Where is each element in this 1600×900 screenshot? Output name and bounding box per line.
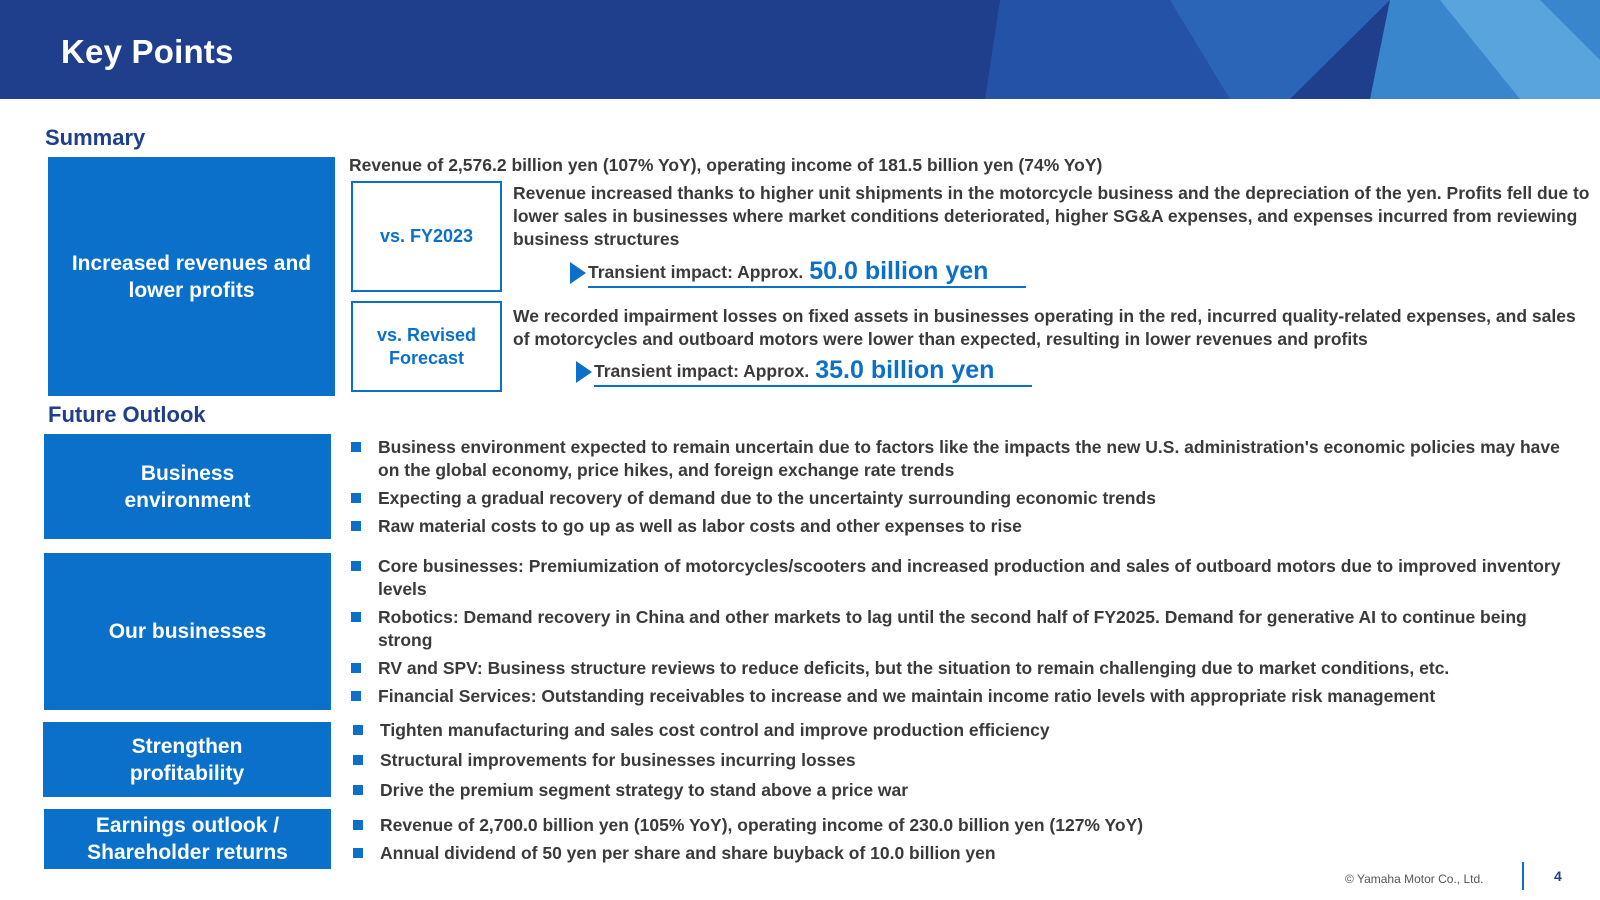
square-bullet-icon — [353, 820, 363, 830]
square-bullet-icon — [353, 755, 363, 765]
summary-main-box: Increased revenues and lower profits — [48, 157, 335, 396]
square-bullet-icon — [351, 561, 361, 571]
list-item: Core businesses: Premiumization of motorcycles/scooters and increased production and sales of outboard motors due to improved inventory levels — [351, 555, 1586, 601]
page-title: Key Points — [61, 33, 234, 70]
footer-divider — [1522, 862, 1524, 890]
square-bullet-icon — [351, 612, 361, 622]
copyright-text: © Yamaha Motor Co., Ltd. — [1345, 872, 1484, 886]
triangle-pointer-icon — [576, 361, 592, 383]
impact-value: 35.0 billion yen — [815, 356, 995, 384]
list-item: Revenue of 2,700.0 billion yen (105% YoY), operating income of 230.0 billion yen (127% YoY) — [353, 814, 1588, 837]
impact-fy2023 — [588, 254, 1026, 288]
outlook-label-business-environment: Business environment — [44, 434, 331, 539]
square-bullet-icon — [351, 663, 361, 673]
impact-value: 50.0 billion yen — [809, 257, 989, 285]
outlook-title: Future Outlook — [48, 402, 206, 427]
outlook-label-strengthen-profitability: Strengthen profitability — [43, 722, 331, 797]
list-item: Raw material costs to go up as well as labor costs and other expenses to rise — [351, 515, 1586, 538]
list-item: Annual dividend of 50 yen per share and share buyback of 10.0 billion yen — [353, 842, 1588, 865]
square-bullet-icon — [353, 785, 363, 795]
square-bullet-icon — [351, 521, 361, 531]
square-bullet-icon — [351, 493, 361, 503]
list-item: Expecting a gradual recovery of demand due to the uncertainty surrounding economic trends — [351, 487, 1586, 510]
impact-revised — [594, 353, 1032, 387]
square-bullet-icon — [351, 691, 361, 701]
business-environment-list — [351, 436, 1586, 538]
triangle-pointer-icon — [570, 262, 586, 284]
list-item: Drive the premium segment strategy to stand above a price war — [353, 779, 1588, 802]
our-businesses-list — [351, 555, 1586, 708]
square-bullet-icon — [353, 725, 363, 735]
outlook-label-earnings-outlook: Earnings outlook / Shareholder returns — [44, 809, 331, 869]
earnings-outlook-list — [353, 814, 1588, 865]
list-item: Robotics: Demand recovery in China and other markets to lag until the second half of FY2025. Demand for generative AI to continue being strong — [351, 606, 1586, 652]
comparison-label-fy2023: vs. FY2023 — [351, 181, 502, 292]
comparison-text-revised: We recorded impairment losses on fixed assets in businesses operating in the red, incurred quality-related expenses, and sales of motorcycles and outboard motors were lower than expected, resulting in lower revenues and profits — [513, 306, 1576, 349]
impact-label: Transient impact: Approx. — [588, 262, 804, 282]
list-item: RV and SPV: Business structure reviews to reduce deficits, but the situation to remain challenging due to market conditions, etc. — [351, 657, 1586, 680]
header-decoration — [0, 0, 1600, 99]
square-bullet-icon — [351, 442, 361, 452]
list-item: Business environment expected to remain uncertain due to factors like the impacts the new U.S. administration's economic policies may have on the global economy, price hikes, and foreign exchange rate trends — [351, 436, 1586, 482]
summary-headline: Revenue of 2,576.2 billion yen (107% YoY), operating income of 181.5 billion yen (74% YoY) — [349, 155, 1103, 175]
list-item: Financial Services: Outstanding receivables to increase and we maintain income ratio levels with appropriate risk management — [351, 685, 1586, 708]
comparison-label-revised: vs. Revised Forecast — [351, 301, 502, 392]
comparison-text-fy2023: Revenue increased thanks to higher unit shipments in the motorcycle business and the depreciation of the yen. Profits fell due to lower sales in businesses where market conditions deteriorated, higher SG&A expenses, and expenses incurred from reviewing business structures — [513, 183, 1590, 249]
header-banner — [0, 0, 1600, 99]
list-item: Structural improvements for businesses incurring losses — [353, 749, 1588, 772]
outlook-label-our-businesses: Our businesses — [44, 553, 331, 710]
square-bullet-icon — [353, 848, 363, 858]
page-number: 4 — [1554, 868, 1562, 884]
list-item: Tighten manufacturing and sales cost control and improve production efficiency — [353, 719, 1588, 742]
summary-title: Summary — [45, 125, 146, 150]
strengthen-profitability-list — [353, 719, 1588, 802]
impact-label: Transient impact: Approx. — [594, 361, 810, 381]
